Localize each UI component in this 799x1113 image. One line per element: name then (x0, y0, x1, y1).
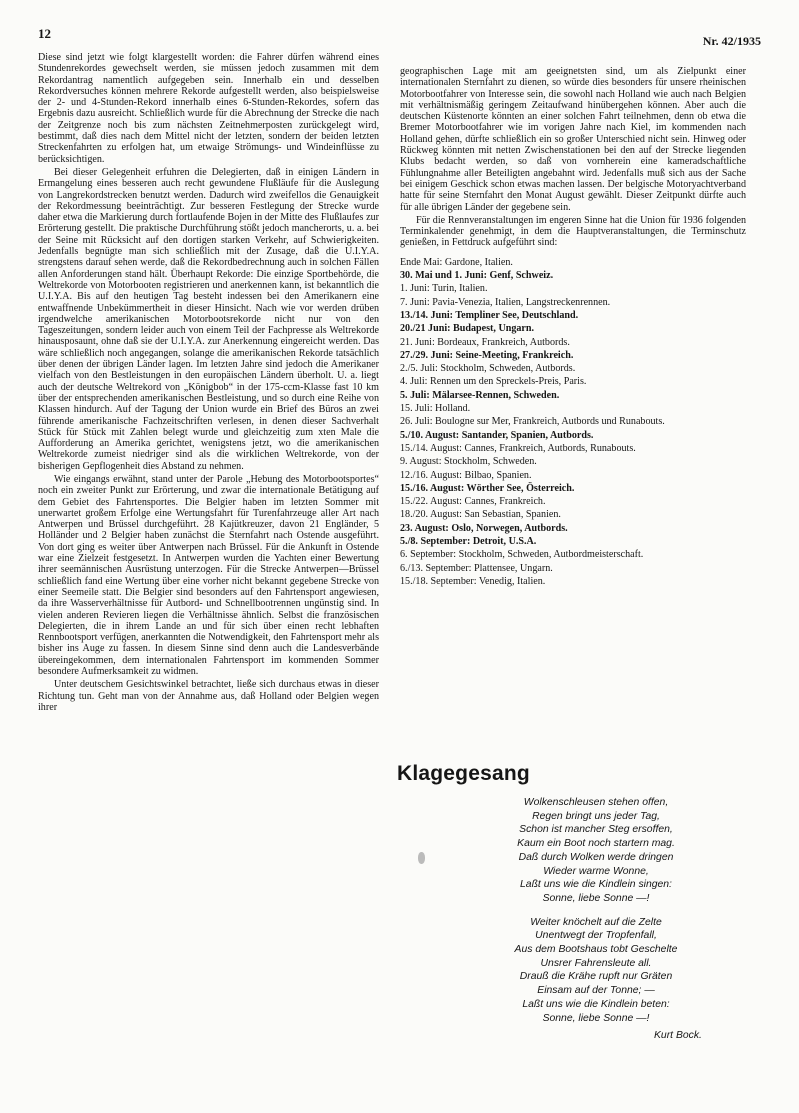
calendar-entry: 13./14. Juni: Templiner See, Deutschland. (400, 309, 579, 321)
calendar-entry: 15./22. August: Cannes, Frankreich. (400, 496, 546, 508)
poem-line: Aus dem Bootshaus tobt Geschelte (514, 944, 678, 956)
poem-line: Regen bringt uns jeder Tag, (532, 810, 660, 822)
left-column (38, 52, 379, 715)
calendar-entry: 15./18. September: Venedig, Italien. (400, 575, 546, 587)
paragraph: Bei dieser Gelegenheit erfuhren die Delegierten, daß in einigen Ländern in Ermangelung eines besseren auch recht gewundene Flußläufe für die Auslegung von Langrekordstrecken benutzt werden. Dadurch wird zweifellos die Genauigkeit der Rekordmessung beeinträchtigt. Zur besseren Festlegung der Strecke wurde daher etwa die Markierung durch fortlaufende Bojen in der Mitte des Flußlaufes zur Erörterung gestellt. Die praktische Durchführung stößt jedoch mancherorts, u. a. bei der Seine mit Rücksicht auf den dortigen starken Verkehr, auf Schwierigkeiten. Jedenfalls begnügte man sich schließlich mit der Zusage, daß die U.I.Y.A. strengstens darauf sehen werde, daß die Rekordbedrechnung auch in solchen Fällen allen Anforderungen stand hält. Überhaupt Rekorde: Die einzige Sportbehörde, die Weltrekorde von Motorbooten registrieren und anerkennen kann, ist bekanntlich die U.I.Y.A. Bis auf den heutigen Tag besteht indessen bei den Amerikanern eine entwaffnende Unbekümmertheit in dieser Hinsicht. Nach wie vor werden drüben irgendwelche amerikanischen Motorbootsrekorde nicht nur von den Tageszeitungen, sondern leider auch von einem Teil der Fachpresse als Weltrekorde hinausposaunt, ohne daß sie der U.I.Y.A. zur Anerkennung eingereicht werden. Das wäre schließlich noch angegangen, solange die amerikanischen Rekorde tatsächlich über denen der übrigen Länder lagen. Im letzten Jahre sind jedoch die Amerikaner vielfach von den Bestleistungen in den europäischen Ländern überholt. U. a. liegt auch der deutsche Weltrekord von „Königbob“ in der 175-ccm-Klasse fast 10 km über der entsprechenden amerikanischen Bestleistung, und so durch eine Reihe von Klassen hindurch. Auf der Tagung der Union wurde ein Brief des Büros an zwei führende amerikanische Fachzeitschriften verlesen, in denen dieser Sachverhalt Stück für Stück mit Zahlen belegt wurde und gleichzeitig zum xten Male die Aufforderung an Amerika gerichtet, wenigstens jetzt, wo die amerikanischen Weltrekorde zumeist niedriger sind als die wirklichen Weltrekorde, von der bisherigen Gepflogenheit dies Abstand zu nehmen. (38, 166, 379, 472)
poem-line: Drauß die Krähe rupft nur Gräten (519, 971, 673, 983)
poem-line: Wolkenschleusen stehen offen, (523, 797, 669, 808)
race-calendar (400, 257, 746, 587)
calendar-entry: 15. Juli: Holland. (400, 403, 471, 415)
poem-line: Unsrer Fahrensleute all. (540, 957, 652, 969)
paragraph: Diese sind jetzt wie folgt klargestellt worden: die Fahrer dürfen während eines Stundenrekordes gewechselt werden, sie müssen jedoch zusammen mit dem Rekordantrag namentlich aufgegeben sein. Innerhalb ein und desselben Rekordversuches können mehrere Rekorde aufgestellt werden, also beispielsweise der 2- und 4-Stunden-Rekord innerhalb eines 6-Stunden-Rekordes, sofern das Ergebnis dazu ausreicht. Schließlich wurde für die Abrechnung der Strecke die nach der Zeitgrenze noch bis zum nächsten Zeitnehmerposten zurückgelegt wird, bestimmt, daß dies nach dem Mittel nicht der letzten, sondern der beiden letzten Streckenfahrten zu erfolgen hat, um etwaige Strömungs- und Windeinflüsse zu berücksichtigen. (38, 52, 379, 165)
calendar-entry: 26. Juli: Boulogne sur Mer, Frankreich, Autbords und Runabouts. (400, 416, 665, 428)
calendar-entry: 18./20. August: San Sebastian, Spanien. (400, 509, 561, 521)
paragraph: Unter deutschem Gesichtswinkel betrachtet, ließe sich durchaus etwas in dieser Richtung tun. Geht man von der Annahme aus, daß Holland oder Belgien wegen ihrer (38, 679, 379, 713)
poem-line: Kaum ein Boot noch startern mag. (517, 838, 675, 850)
poem-line: Sonne, liebe Sonne —! (542, 1012, 650, 1024)
poem-line: Daß durch Wolken werde dringen (518, 851, 674, 863)
calendar-entry: 7. Juni: Pavia-Venezia, Italien, Langstreckenrennen. (400, 296, 611, 308)
poem-stanza (446, 796, 746, 906)
paragraph: Wie eingangs erwähnt, stand unter der Parole „Hebung des Motorbootsportes“ noch ein zweiter Punkt zur Erörterung, und zwar die internationale Betätigung auf dem Gebiet des Fahrtensportes. Die Belgier haben im letzten Sommer mit unerwartet großem Erfolge eine Wertungsfahrt für Turenfahrzeuge aller Art nach Antwerpen und Brüssel durchgeführt. 28 Kajütkreuzer, davon 21 Engländer, 5 Holländer und 2 Belgier haben zunächst die Sternfahrt nach Ostende ausgeführt. Von dort ging es weiter über Antwerpen nach Brüssel. Für die Ankunft in Ostende war eine Zielzeit festgesetzt. In Antwerpen wurden die Yachten einer Bewertung ihrer seemännischen Ausrüstung unterzogen. Für die Strecke Antwerpen—Brüssel schließlich fand eine Wertung über eine vorher nicht bekannt gegebene Strecke von einer Seemeile statt. Die Belgier sind besonders auf den Fahrtensport angewiesen, da ihre Wasserverhältnisse für Autbord- und Schnellbootrennen ungünstig sind. In vielen anderen Revieren liegen die Verhältnisse ähnlich. Selbst die französischen Delegierten, die in ihrem Lande an und für sich über einen recht lebhaften Rennbootsport verfügen, anerkannten die Notwendigkeit, den Fahrtensport mehr als bisher ins Auge zu fassen. In diesem Sinne sind denn auch die Landesverbände übereingekommen, dem internationalen Fahrtensport im kommenden Sommer besondere Aufmerksamkeit zu widmen. (38, 473, 379, 678)
poem-stanza (446, 916, 746, 1026)
poem-line: Unentwegt der Tropfenfall, (535, 930, 657, 942)
poem-line: Schon ist mancher Steg ersoffen, (519, 824, 673, 836)
poem-line: Sonne, liebe Sonne —! (542, 892, 650, 904)
calendar-entry: 2./5. Juli: Stockholm, Schweden, Autbords. (400, 363, 576, 375)
poem-line: Laßt uns wie die Kindlein singen: (520, 879, 672, 891)
calendar-entry: 15./16. August: Wörther See, Österreich. (400, 482, 575, 494)
right-column (400, 66, 746, 589)
poem-line: Wieder warme Wonne, (543, 865, 649, 877)
calendar-entry: Ende Mai: Gardone, Italien. (400, 256, 513, 268)
calendar-entry: 20./21 Juni: Budapest, Ungarn. (400, 323, 535, 335)
paragraph: geographischen Lage mit am geeignetsten sind, um als Zielpunkt einer internationalen Sternfahrt zu dienen, so würde dies besonders für unsere rheinischen Motorbootfahrer von Interesse sein, die sowohl nach Holland wie auch nach Belgien mit verhältnismäßig geringem Zeitaufwand hinübergehen können. Aber auch die deutschen Küstenorte könnten an einer solchen Fahrt teilnehmen, denn ob etwa die Bremer Motorbootfahrer wie im vorigen Jahre nach Kiel, im kommenden nach Holland gehen, dürfte schließlich ein so großer Unterschied nicht sein. Hinweg oder Rückweg könnten mit netten Zwischenstationen bei den auf der Strecke liegenden Klubs bedacht werden, so daß von vornherein eine kameradschaftliche Fühlungnahme aller Beteiligten angebahnt wird. Jedenfalls muß sich aus der Sache bei einigem Geschick schon etwas machen lassen. Der belgische Motoryachtverband hatte für seine Sternfahrt den Monat August gewählt. Dieser Zeitpunkt dürfte auch für alle übrigen Länder der gegebene sein. (400, 66, 746, 213)
poem-author: Kurt Bock. (654, 1030, 702, 1041)
poem-title: Klagegesang (397, 762, 530, 785)
calendar-entry: 5. Juli: Mälarsee-Rennen, Schweden. (400, 389, 560, 401)
calendar-entry: 23. August: Oslo, Norwegen, Autbords. (400, 522, 568, 534)
calendar-entry: 5./10. August: Santander, Spanien, Autbords. (400, 429, 594, 441)
calendar-entry: 15./14. August: Cannes, Frankreich, Autbords, Runabouts. (400, 442, 636, 454)
calendar-entry: 9. August: Stockholm, Schweden. (400, 456, 537, 468)
poem-line: Weiter knöchelt auf die Zelte (530, 916, 662, 928)
calendar-entry: 4. Juli: Rennen um den Spreckels-Preis, Paris. (400, 376, 587, 388)
ornament-icon (418, 852, 425, 864)
calendar-entry: 5./8. September: Detroit, U.S.A. (400, 535, 537, 547)
poem (446, 796, 746, 1035)
calendar-entry: 27./29. Juni: Seine-Meeting, Frankreich. (400, 349, 574, 361)
page-number: 12 (38, 26, 51, 41)
paragraph: Für die Rennveranstaltungen im engeren Sinne hat die Union für 1936 folgenden Terminkalender genehmigt, in dem die Hauptveranstaltungen, die Terminschutz genießen, in Fettdruck aufgeführt sind: (400, 214, 746, 249)
issue-number: Nr. 42/1935 (702, 34, 761, 48)
calendar-entry: 6./13. September: Plattensee, Ungarn. (400, 562, 553, 574)
calendar-entry: 6. September: Stockholm, Schweden, Autbordmeisterschaft. (400, 549, 644, 561)
poem-line: Einsam auf der Tonne; — (537, 985, 655, 997)
calendar-entry: 1. Juni: Turin, Italien. (400, 283, 488, 295)
calendar-entry: 30. Mai und 1. Juni: Genf, Schweiz. (400, 270, 554, 282)
calendar-entry: 12./16. August: Bilbao, Spanien. (400, 469, 532, 481)
calendar-entry: 21. Juni: Bordeaux, Frankreich, Autbords. (400, 336, 570, 348)
poem-line: Laßt uns wie die Kindlein beten: (522, 998, 670, 1010)
